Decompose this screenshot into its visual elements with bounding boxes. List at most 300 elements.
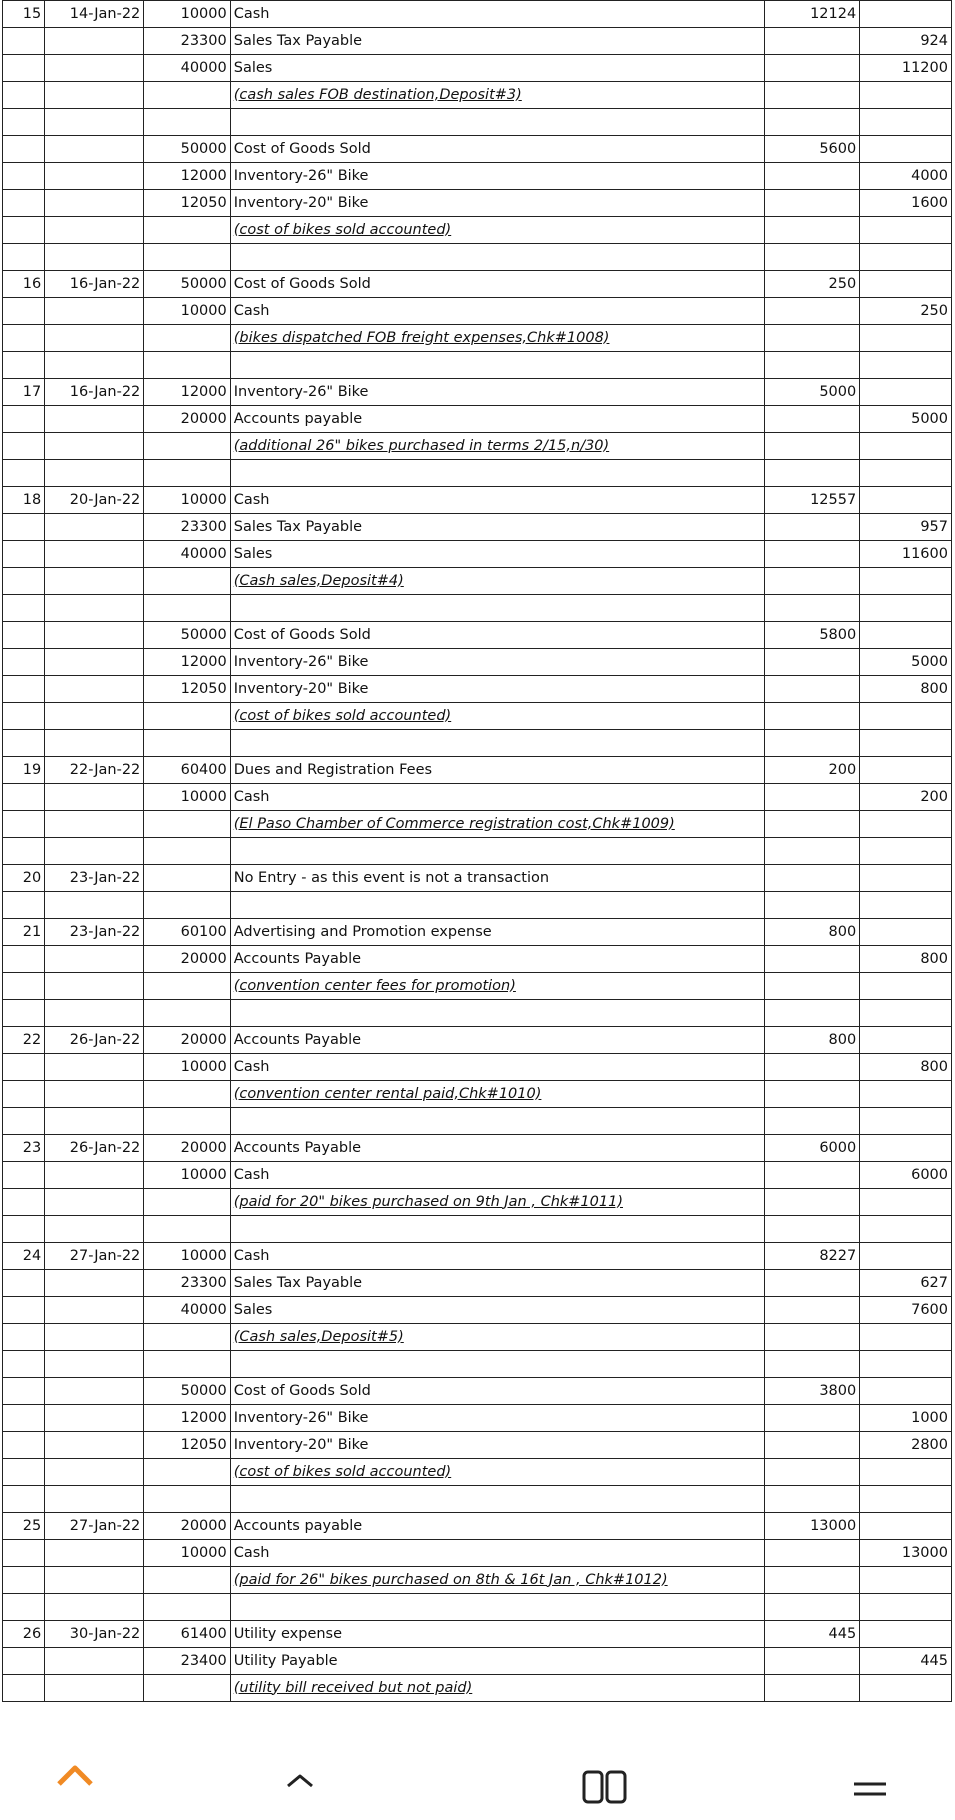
credit-cell[interactable]: [860, 1189, 952, 1216]
debit-cell[interactable]: 5600: [765, 136, 860, 163]
account-name-cell[interactable]: Sales Tax Payable: [230, 1270, 765, 1297]
account-name-cell[interactable]: [230, 730, 765, 757]
account-number-cell[interactable]: 10000: [144, 1540, 230, 1567]
account-number-cell[interactable]: 40000: [144, 1297, 230, 1324]
debit-cell[interactable]: [765, 1432, 860, 1459]
account-name-cell[interactable]: Inventory-26" Bike: [230, 379, 765, 406]
credit-cell[interactable]: [860, 811, 952, 838]
credit-cell[interactable]: [860, 1567, 952, 1594]
entry-number-cell[interactable]: [3, 811, 45, 838]
account-name-cell[interactable]: Inventory-26" Bike: [230, 1405, 765, 1432]
debit-cell[interactable]: [765, 649, 860, 676]
debit-cell[interactable]: [765, 1567, 860, 1594]
date-cell[interactable]: [45, 1567, 144, 1594]
account-name-cell[interactable]: [230, 1000, 765, 1027]
account-name-cell[interactable]: Cash: [230, 1, 765, 28]
debit-cell[interactable]: [765, 1270, 860, 1297]
account-name-cell[interactable]: Cash: [230, 784, 765, 811]
account-number-cell[interactable]: 50000: [144, 271, 230, 298]
narration-cell[interactable]: [230, 568, 765, 595]
account-number-cell[interactable]: [144, 1081, 230, 1108]
account-name-cell[interactable]: Cost of Goods Sold: [230, 1378, 765, 1405]
account-name-cell[interactable]: Inventory-20" Bike: [230, 676, 765, 703]
entry-number-cell[interactable]: [3, 1000, 45, 1027]
account-number-cell[interactable]: 10000: [144, 1054, 230, 1081]
entry-number-cell[interactable]: [3, 1486, 45, 1513]
entry-number-cell[interactable]: [3, 55, 45, 82]
entry-number-cell[interactable]: 19: [3, 757, 45, 784]
date-cell[interactable]: [45, 1594, 144, 1621]
date-cell[interactable]: [45, 406, 144, 433]
account-number-cell[interactable]: [144, 433, 230, 460]
entry-number-cell[interactable]: [3, 1216, 45, 1243]
date-cell[interactable]: [45, 109, 144, 136]
account-number-cell[interactable]: [144, 1000, 230, 1027]
entry-number-cell[interactable]: 25: [3, 1513, 45, 1540]
account-number-cell[interactable]: 12000: [144, 163, 230, 190]
credit-cell[interactable]: [860, 730, 952, 757]
date-cell[interactable]: [45, 1297, 144, 1324]
credit-cell[interactable]: 5000: [860, 649, 952, 676]
account-name-cell[interactable]: [230, 1594, 765, 1621]
date-cell[interactable]: [45, 1054, 144, 1081]
debit-cell[interactable]: [765, 1054, 860, 1081]
account-name-cell[interactable]: Cash: [230, 298, 765, 325]
date-cell[interactable]: [45, 676, 144, 703]
account-number-cell[interactable]: [144, 892, 230, 919]
debit-cell[interactable]: [765, 28, 860, 55]
entry-number-cell[interactable]: [3, 163, 45, 190]
date-cell[interactable]: [45, 1189, 144, 1216]
credit-cell[interactable]: [860, 352, 952, 379]
debit-cell[interactable]: [765, 973, 860, 1000]
debit-cell[interactable]: [765, 595, 860, 622]
account-name-cell[interactable]: [230, 1351, 765, 1378]
date-cell[interactable]: [45, 298, 144, 325]
account-name-cell[interactable]: No Entry - as this event is not a transaction: [230, 865, 765, 892]
debit-cell[interactable]: [765, 82, 860, 109]
entry-number-cell[interactable]: [3, 892, 45, 919]
account-number-cell[interactable]: [144, 109, 230, 136]
account-number-cell[interactable]: [144, 865, 230, 892]
entry-number-cell[interactable]: [3, 1189, 45, 1216]
account-number-cell[interactable]: 23300: [144, 28, 230, 55]
entry-number-cell[interactable]: [3, 1054, 45, 1081]
account-number-cell[interactable]: [144, 595, 230, 622]
credit-cell[interactable]: 11200: [860, 55, 952, 82]
credit-cell[interactable]: [860, 568, 952, 595]
entry-number-cell[interactable]: 26: [3, 1621, 45, 1648]
credit-cell[interactable]: [860, 109, 952, 136]
entry-number-cell[interactable]: [3, 217, 45, 244]
narration-cell[interactable]: [230, 1459, 765, 1486]
date-cell[interactable]: [45, 1216, 144, 1243]
debit-cell[interactable]: [765, 1162, 860, 1189]
account-name-cell[interactable]: [230, 1486, 765, 1513]
account-name-cell[interactable]: Sales Tax Payable: [230, 28, 765, 55]
debit-cell[interactable]: [765, 1000, 860, 1027]
account-name-cell[interactable]: Advertising and Promotion expense: [230, 919, 765, 946]
account-name-cell[interactable]: Accounts payable: [230, 1513, 765, 1540]
date-cell[interactable]: [45, 244, 144, 271]
credit-cell[interactable]: [860, 892, 952, 919]
date-cell[interactable]: 27-Jan-22: [45, 1243, 144, 1270]
credit-cell[interactable]: [860, 1081, 952, 1108]
credit-cell[interactable]: 7600: [860, 1297, 952, 1324]
debit-cell[interactable]: [765, 244, 860, 271]
debit-cell[interactable]: [765, 352, 860, 379]
account-name-cell[interactable]: [230, 244, 765, 271]
date-cell[interactable]: [45, 703, 144, 730]
date-cell[interactable]: [45, 1351, 144, 1378]
account-number-cell[interactable]: [144, 1594, 230, 1621]
entry-number-cell[interactable]: [3, 1675, 45, 1702]
credit-cell[interactable]: [860, 1243, 952, 1270]
entry-number-cell[interactable]: [3, 136, 45, 163]
entry-number-cell[interactable]: [3, 946, 45, 973]
entry-number-cell[interactable]: [3, 676, 45, 703]
credit-cell[interactable]: 5000: [860, 406, 952, 433]
entry-number-cell[interactable]: [3, 298, 45, 325]
account-name-cell[interactable]: Cash: [230, 1054, 765, 1081]
account-number-cell[interactable]: [144, 973, 230, 1000]
debit-cell[interactable]: 12124: [765, 1, 860, 28]
account-number-cell[interactable]: 50000: [144, 136, 230, 163]
date-cell[interactable]: [45, 1459, 144, 1486]
debit-cell[interactable]: [765, 1459, 860, 1486]
date-cell[interactable]: 23-Jan-22: [45, 865, 144, 892]
copy-icon[interactable]: [580, 1764, 630, 1804]
account-name-cell[interactable]: Cash: [230, 1162, 765, 1189]
credit-cell[interactable]: [860, 622, 952, 649]
credit-cell[interactable]: 445: [860, 1648, 952, 1675]
credit-cell[interactable]: 800: [860, 1054, 952, 1081]
date-cell[interactable]: [45, 1324, 144, 1351]
date-cell[interactable]: [45, 1081, 144, 1108]
date-cell[interactable]: [45, 1378, 144, 1405]
date-cell[interactable]: [45, 568, 144, 595]
entry-number-cell[interactable]: [3, 433, 45, 460]
entry-number-cell[interactable]: [3, 838, 45, 865]
date-cell[interactable]: [45, 163, 144, 190]
narration-cell[interactable]: [230, 1567, 765, 1594]
account-name-cell[interactable]: Utility Payable: [230, 1648, 765, 1675]
debit-cell[interactable]: [765, 163, 860, 190]
date-cell[interactable]: [45, 946, 144, 973]
debit-cell[interactable]: [765, 1189, 860, 1216]
account-number-cell[interactable]: 23400: [144, 1648, 230, 1675]
narration-cell[interactable]: [230, 703, 765, 730]
date-cell[interactable]: [45, 1270, 144, 1297]
account-number-cell[interactable]: 12000: [144, 1405, 230, 1432]
debit-cell[interactable]: [765, 1594, 860, 1621]
debit-cell[interactable]: 800: [765, 919, 860, 946]
entry-number-cell[interactable]: 22: [3, 1027, 45, 1054]
narration-cell[interactable]: [230, 811, 765, 838]
account-name-cell[interactable]: Accounts payable: [230, 406, 765, 433]
debit-cell[interactable]: [765, 109, 860, 136]
account-number-cell[interactable]: 23300: [144, 514, 230, 541]
date-cell[interactable]: [45, 1675, 144, 1702]
narration-cell[interactable]: [230, 82, 765, 109]
debit-cell[interactable]: 250: [765, 271, 860, 298]
debit-cell[interactable]: [765, 298, 860, 325]
entry-number-cell[interactable]: 15: [3, 1, 45, 28]
account-number-cell[interactable]: [144, 352, 230, 379]
debit-cell[interactable]: [765, 1216, 860, 1243]
date-cell[interactable]: [45, 1000, 144, 1027]
credit-cell[interactable]: 800: [860, 676, 952, 703]
account-number-cell[interactable]: 23300: [144, 1270, 230, 1297]
credit-cell[interactable]: [860, 136, 952, 163]
debit-cell[interactable]: 5800: [765, 622, 860, 649]
entry-number-cell[interactable]: 18: [3, 487, 45, 514]
account-name-cell[interactable]: Inventory-26" Bike: [230, 163, 765, 190]
entry-number-cell[interactable]: [3, 1648, 45, 1675]
credit-cell[interactable]: [860, 217, 952, 244]
account-number-cell[interactable]: 40000: [144, 541, 230, 568]
account-name-cell[interactable]: Sales: [230, 55, 765, 82]
entry-number-cell[interactable]: [3, 1594, 45, 1621]
entry-number-cell[interactable]: [3, 460, 45, 487]
debit-cell[interactable]: [765, 946, 860, 973]
account-number-cell[interactable]: 10000: [144, 298, 230, 325]
credit-cell[interactable]: [860, 1216, 952, 1243]
entry-number-cell[interactable]: [3, 406, 45, 433]
date-cell[interactable]: [45, 514, 144, 541]
narration-cell[interactable]: [230, 1189, 765, 1216]
account-name-cell[interactable]: [230, 352, 765, 379]
credit-cell[interactable]: [860, 433, 952, 460]
account-number-cell[interactable]: 10000: [144, 487, 230, 514]
account-name-cell[interactable]: [230, 892, 765, 919]
account-name-cell[interactable]: [230, 109, 765, 136]
date-cell[interactable]: 27-Jan-22: [45, 1513, 144, 1540]
account-number-cell[interactable]: 20000: [144, 1135, 230, 1162]
credit-cell[interactable]: [860, 379, 952, 406]
date-cell[interactable]: [45, 730, 144, 757]
debit-cell[interactable]: [765, 784, 860, 811]
account-name-cell[interactable]: Cash: [230, 487, 765, 514]
account-name-cell[interactable]: Cost of Goods Sold: [230, 136, 765, 163]
account-name-cell[interactable]: Accounts Payable: [230, 1027, 765, 1054]
entry-number-cell[interactable]: [3, 244, 45, 271]
narration-cell[interactable]: [230, 1675, 765, 1702]
date-cell[interactable]: [45, 1648, 144, 1675]
credit-cell[interactable]: [860, 1459, 952, 1486]
date-cell[interactable]: [45, 838, 144, 865]
credit-cell[interactable]: [860, 1351, 952, 1378]
date-cell[interactable]: 26-Jan-22: [45, 1135, 144, 1162]
account-number-cell[interactable]: 20000: [144, 946, 230, 973]
account-number-cell[interactable]: 12050: [144, 1432, 230, 1459]
date-cell[interactable]: [45, 136, 144, 163]
debit-cell[interactable]: [765, 514, 860, 541]
date-cell[interactable]: [45, 217, 144, 244]
debit-cell[interactable]: [765, 541, 860, 568]
date-cell[interactable]: [45, 784, 144, 811]
debit-cell[interactable]: [765, 838, 860, 865]
entry-number-cell[interactable]: [3, 1162, 45, 1189]
date-cell[interactable]: 23-Jan-22: [45, 919, 144, 946]
date-cell[interactable]: 30-Jan-22: [45, 1621, 144, 1648]
date-cell[interactable]: [45, 892, 144, 919]
entry-number-cell[interactable]: [3, 190, 45, 217]
account-number-cell[interactable]: 12000: [144, 379, 230, 406]
menu-icon[interactable]: [850, 1764, 890, 1804]
account-name-cell[interactable]: Inventory-20" Bike: [230, 1432, 765, 1459]
date-cell[interactable]: [45, 622, 144, 649]
account-name-cell[interactable]: [230, 838, 765, 865]
date-cell[interactable]: [45, 325, 144, 352]
account-number-cell[interactable]: 20000: [144, 1027, 230, 1054]
date-cell[interactable]: [45, 811, 144, 838]
date-cell[interactable]: [45, 433, 144, 460]
debit-cell[interactable]: [765, 325, 860, 352]
date-cell[interactable]: [45, 1540, 144, 1567]
credit-cell[interactable]: 1000: [860, 1405, 952, 1432]
debit-cell[interactable]: [765, 1486, 860, 1513]
debit-cell[interactable]: 12557: [765, 487, 860, 514]
account-number-cell[interactable]: [144, 1216, 230, 1243]
account-number-cell[interactable]: [144, 568, 230, 595]
credit-cell[interactable]: [860, 271, 952, 298]
debit-cell[interactable]: [765, 1675, 860, 1702]
entry-number-cell[interactable]: [3, 1540, 45, 1567]
credit-cell[interactable]: [860, 1, 952, 28]
credit-cell[interactable]: 4000: [860, 163, 952, 190]
date-cell[interactable]: [45, 1162, 144, 1189]
debit-cell[interactable]: [765, 433, 860, 460]
account-name-cell[interactable]: Dues and Registration Fees: [230, 757, 765, 784]
account-number-cell[interactable]: [144, 244, 230, 271]
account-name-cell[interactable]: Sales: [230, 541, 765, 568]
date-cell[interactable]: 22-Jan-22: [45, 757, 144, 784]
credit-cell[interactable]: [860, 838, 952, 865]
debit-cell[interactable]: [765, 892, 860, 919]
account-number-cell[interactable]: [144, 838, 230, 865]
entry-number-cell[interactable]: [3, 568, 45, 595]
date-cell[interactable]: [45, 973, 144, 1000]
date-cell[interactable]: [45, 1405, 144, 1432]
account-number-cell[interactable]: [144, 82, 230, 109]
credit-cell[interactable]: [860, 1027, 952, 1054]
entry-number-cell[interactable]: [3, 28, 45, 55]
date-cell[interactable]: 16-Jan-22: [45, 379, 144, 406]
entry-number-cell[interactable]: [3, 1432, 45, 1459]
credit-cell[interactable]: 627: [860, 1270, 952, 1297]
entry-number-cell[interactable]: [3, 109, 45, 136]
account-name-cell[interactable]: Inventory-20" Bike: [230, 190, 765, 217]
entry-number-cell[interactable]: [3, 1324, 45, 1351]
entry-number-cell[interactable]: [3, 1567, 45, 1594]
narration-cell[interactable]: [230, 325, 765, 352]
account-number-cell[interactable]: [144, 1189, 230, 1216]
account-name-cell[interactable]: [230, 460, 765, 487]
entry-number-cell[interactable]: 23: [3, 1135, 45, 1162]
date-cell[interactable]: [45, 649, 144, 676]
credit-cell[interactable]: [860, 1594, 952, 1621]
debit-cell[interactable]: [765, 460, 860, 487]
debit-cell[interactable]: [765, 703, 860, 730]
debit-cell[interactable]: [765, 1324, 860, 1351]
debit-cell[interactable]: [765, 730, 860, 757]
debit-cell[interactable]: 200: [765, 757, 860, 784]
account-number-cell[interactable]: [144, 811, 230, 838]
account-name-cell[interactable]: [230, 1216, 765, 1243]
debit-cell[interactable]: 8227: [765, 1243, 860, 1270]
date-cell[interactable]: [45, 1486, 144, 1513]
entry-number-cell[interactable]: [3, 784, 45, 811]
credit-cell[interactable]: [860, 325, 952, 352]
debit-cell[interactable]: 5000: [765, 379, 860, 406]
debit-cell[interactable]: [765, 1351, 860, 1378]
entry-number-cell[interactable]: [3, 82, 45, 109]
debit-cell[interactable]: [765, 1540, 860, 1567]
date-cell[interactable]: 16-Jan-22: [45, 271, 144, 298]
credit-cell[interactable]: [860, 1108, 952, 1135]
entry-number-cell[interactable]: [3, 1297, 45, 1324]
debit-cell[interactable]: [765, 865, 860, 892]
entry-number-cell[interactable]: [3, 595, 45, 622]
credit-cell[interactable]: 957: [860, 514, 952, 541]
entry-number-cell[interactable]: [3, 1405, 45, 1432]
entry-number-cell[interactable]: 21: [3, 919, 45, 946]
credit-cell[interactable]: 11600: [860, 541, 952, 568]
credit-cell[interactable]: [860, 1621, 952, 1648]
credit-cell[interactable]: 250: [860, 298, 952, 325]
account-number-cell[interactable]: [144, 1108, 230, 1135]
credit-cell[interactable]: [860, 1675, 952, 1702]
account-number-cell[interactable]: [144, 1351, 230, 1378]
debit-cell[interactable]: [765, 811, 860, 838]
debit-cell[interactable]: [765, 1405, 860, 1432]
account-number-cell[interactable]: 10000: [144, 784, 230, 811]
credit-cell[interactable]: [860, 865, 952, 892]
home-icon[interactable]: [55, 1764, 95, 1804]
date-cell[interactable]: [45, 595, 144, 622]
entry-number-cell[interactable]: 16: [3, 271, 45, 298]
entry-number-cell[interactable]: [3, 703, 45, 730]
debit-cell[interactable]: [765, 406, 860, 433]
account-name-cell[interactable]: Cash: [230, 1243, 765, 1270]
credit-cell[interactable]: [860, 1135, 952, 1162]
date-cell[interactable]: [45, 1432, 144, 1459]
entry-number-cell[interactable]: [3, 352, 45, 379]
entry-number-cell[interactable]: [3, 649, 45, 676]
account-name-cell[interactable]: Sales Tax Payable: [230, 514, 765, 541]
debit-cell[interactable]: [765, 217, 860, 244]
narration-cell[interactable]: [230, 973, 765, 1000]
account-name-cell[interactable]: Sales: [230, 1297, 765, 1324]
account-number-cell[interactable]: [144, 1567, 230, 1594]
debit-cell[interactable]: 3800: [765, 1378, 860, 1405]
entry-number-cell[interactable]: 20: [3, 865, 45, 892]
account-name-cell[interactable]: Inventory-26" Bike: [230, 649, 765, 676]
debit-cell[interactable]: [765, 55, 860, 82]
credit-cell[interactable]: [860, 1324, 952, 1351]
date-cell[interactable]: 14-Jan-22: [45, 1, 144, 28]
entry-number-cell[interactable]: [3, 514, 45, 541]
credit-cell[interactable]: 6000: [860, 1162, 952, 1189]
account-number-cell[interactable]: 12050: [144, 190, 230, 217]
account-number-cell[interactable]: [144, 325, 230, 352]
account-number-cell[interactable]: 12000: [144, 649, 230, 676]
credit-cell[interactable]: 2800: [860, 1432, 952, 1459]
credit-cell[interactable]: [860, 973, 952, 1000]
credit-cell[interactable]: [860, 703, 952, 730]
date-cell[interactable]: [45, 82, 144, 109]
